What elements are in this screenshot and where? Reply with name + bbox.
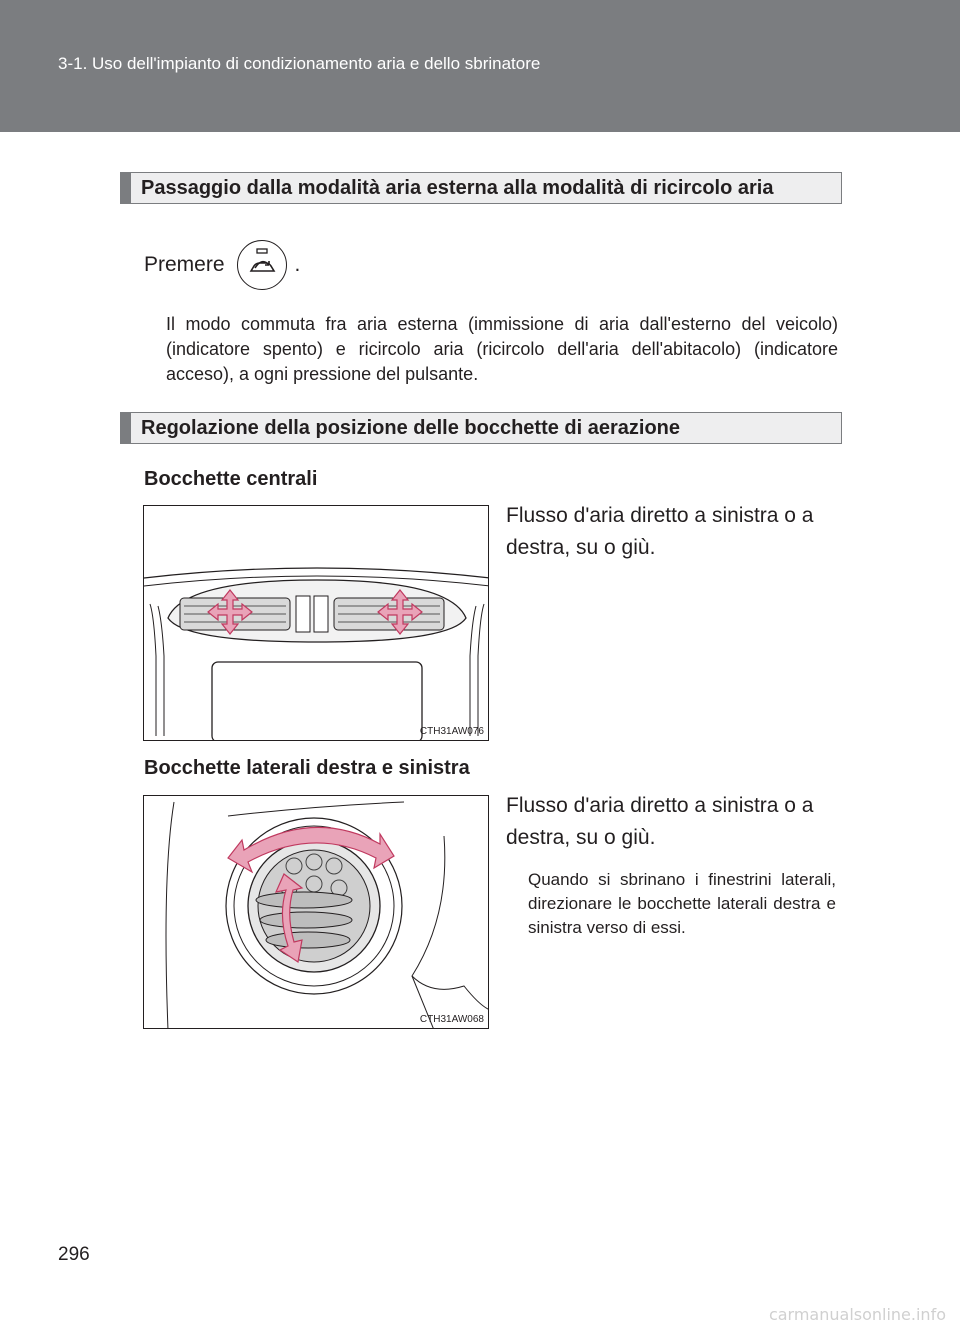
premere-label: Premere — [144, 253, 225, 276]
side-vents-title: Bocchette laterali destra e sinistra — [144, 757, 470, 779]
chapter-title: 3-1. Uso dell'impianto di condizionamento aria e dello sbrinatore — [58, 54, 541, 73]
side-vent-illustration — [144, 796, 489, 1029]
figure-code: CTH31AW068 — [419, 1014, 484, 1025]
central-vents-title: Bocchette centrali — [144, 468, 318, 490]
section-heading-recirculation — [120, 172, 842, 204]
heading-bar — [121, 413, 131, 443]
recirculation-button — [237, 240, 287, 290]
watermark: carmanualsonline.info — [768, 1305, 946, 1324]
side-vents-note: Quando si sbrinano i finestrini laterali, direzionare le bocchette laterali destra e sinistra verso di essi. — [528, 870, 836, 937]
central-vents-text: Flusso d'aria diretto a sinistra o a destra, su o giù. — [506, 504, 814, 559]
page-number: 296 — [58, 1244, 90, 1265]
section-heading-vents — [120, 412, 842, 444]
heading-bar — [121, 173, 131, 203]
figure-code: CTH31AW076 — [419, 726, 484, 737]
recirculation-icon — [238, 241, 286, 289]
recirculation-description: Il modo commuta fra aria esterna (immissione di aria dall'esterno del veicolo) (indicatore spento) e ricircolo aria (ricircolo dell'aria dell'abitacolo) (indicatore acceso), a ogni pressione del pulsante. — [166, 314, 838, 384]
section-heading-text: Regolazione della posizione delle bocchette di aerazione — [141, 417, 681, 439]
premere-period: . — [294, 253, 301, 276]
central-vents-illustration — [144, 506, 489, 741]
section-heading-text: Passaggio dalla modalità aria esterna alla modalità di ricircolo aria — [141, 177, 774, 199]
side-vents-text: Flusso d'aria diretto a sinistra o a destra, su o giù. — [506, 794, 814, 849]
side-vents-figure — [143, 795, 489, 1029]
central-vents-figure — [143, 505, 489, 741]
premere-line — [144, 238, 300, 292]
